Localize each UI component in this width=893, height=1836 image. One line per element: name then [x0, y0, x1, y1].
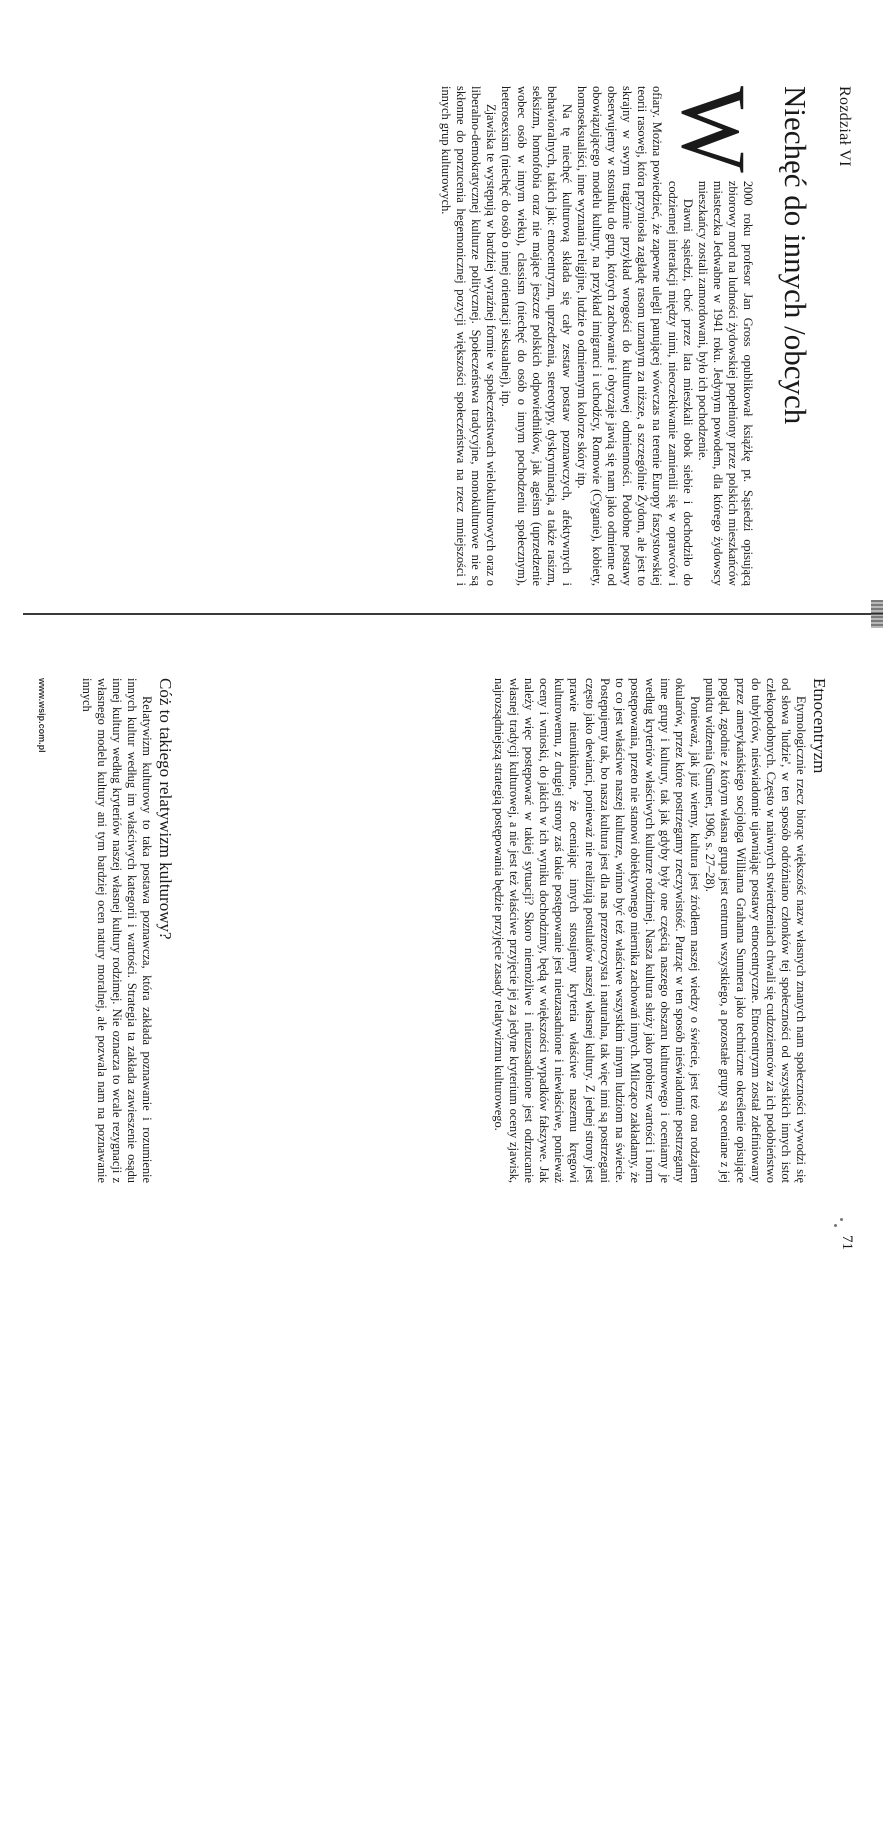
paragraph: Zjawiska te występują w bardziej wyraźnej formie w społeczeństwach wielokulturowych oraz o liberalno-demokratycznej kulturze politycznej. Społeczeństwa tradycyjne, monokulturowe nie są skłonne do porzucenia hegemonicznej pozycji większości społeczeństwa na rzecz mniejszości i innych grup kulturowych. — [439, 86, 499, 586]
paragraph: 2000 roku profesor Jan Gross opublikował książkę pt. Sąsiedzi opisującą zbiorowy mord na ludności żydowskiej popełniony przez polskich mieszkańców miasteczka Jedwabne w 1941 roku. Jedynym powodem, dla którego żydowscy mieszkańcy zostali zamordowani, było ich pochodzenie. — [695, 180, 755, 586]
section-heading: Etnocentryzm — [810, 678, 829, 774]
chapter-label: Rozdział VI — [836, 86, 853, 167]
scan-speck — [840, 1218, 843, 1221]
page-number: 71 — [839, 1235, 855, 1250]
right-page — [23, 658, 883, 1250]
paragraph: Ponieważ, jak już wiemy, kultura jest źródłem naszej wiedzy o świecie, jest też ona rodzajem okularów, przez które postrzegamy rzeczywistość. Patrząc w ten sposób nieświadomie postrzegamy inne grupy i kultury, tak jak gdyby były one częścią naszego obszaru kulturowego i oceniamy je według kryteriów właściwych kulturze rodzimej. Nasza kultura służy jako probierz wartości i norm postępowania, przeto nie stanowi obiektywnego miernika zachowań innych. Milcząco zakładamy, że to co jest właściwe naszej kulturze, winno być też właściwe wszystkim innym ludziom na świecie. Postępujemy tak, bo nasza kultura jest dla nas przezroczysta i naturalna, tak więc inni są postrzegani często jako dewianci, ponieważ nie realizują postulatów naszej własnej kultury. Z jednej strony jest prawie nieuniknione, że oceniając innych stosujemy kryteria właściwe naszemu kręgowi kulturowemu, z drugiej strony zaś takie postępowanie jest nieuzasadnione i niewłaściwe, ponieważ oceny i wnioski, do jakich w ich wyniku dochodzimy, będą w większości wypadków fałszywe. Jak należy więc postępować w takiej sytuacji? Skoro niemożliwe i nieuzasadnione jest odrzucanie własnej tradycji kulturowej, a nie jest też właściwe przyjęcie jej za jedyne kryterium oceny zjawisk, najrozsądniejszą strategią postępowania będzie przyjęcie zasady relatywizmu kulturowego. — [492, 678, 703, 1183]
footer-url: www.wsip.com.pl — [37, 678, 47, 753]
drop-cap: W — [663, 86, 765, 173]
section-etnocentryzm — [491, 678, 827, 1183]
section-relatywizm — [78, 678, 173, 1183]
page-gutter — [23, 613, 883, 615]
scan-smudge — [871, 600, 883, 628]
chapter-title: Niechęć do innych /obcych — [778, 86, 813, 425]
paragraph: Dawni sąsiedzi, choć przez lata mieszkali obok siebie i dochodziło do codziennej interakcji między nimi, nieoczekiwanie zamienili się w oprawców i ofiary. Można powiedzieć, że zapewne ulegli panującej wówczas na terenie Europy faszystowskiej teorii rasowej, która przyniosła zagładę rasom uznanym za niższe, a szczególnie Żydom, ale jest to skrajny w swym tragizmie przykład wrogości do kulturowej odmienności. Podobne postawy obserwujemy w stosunku do grup, których zachowanie i obyczaje jawią się nam jako odmienne od obowiązującego modelu kultury, na przykład imigranci i uchodźcy, Romowie (Cyganie), kobiety, homoseksualiści, inne wyznania religijne, ludzie o odmiennym kolorze skóry itp. — [574, 86, 695, 586]
section-heading: Cóż to takiego relatywizm kulturowy? — [156, 678, 175, 940]
left-page — [23, 46, 883, 586]
paragraph: Etymologicznie rzecz biorąc większość nazw własnych znanych nam społeczności wywodzi się od słowa 'ludzie', w ten sposób odróżniano członków tej społeczności od wszystkich innych istot człekopodobnych. Często w naiwnych stwierdzeniach chwali się cudzoziemców za ich podobieństwo do tubylców, nieświadomie ujawniając postawy etnocentryczne. Etnocentryzm został zdefiniowany przez amerykańskiego socjologa Williama Grahama Sumnera jako techniczne określenie opisujące pogląd, zgodnie z którym własna grupa jest centrum wszystkiego, a pozostałe grupy są oceniane z jej punktu widzenia (Sumner, 1906, s. 27–28). — [703, 678, 808, 1183]
scan-speck — [834, 1224, 837, 1227]
paragraph: Na tę niechęć kulturową składa się cały zestaw postaw poznawczych, afektywnych i behawioralnych, takich jak: etnocentryzm, uprzedzenia, stereotypy, dyskryminacja, a także rasizm, seksizm, homofobia oraz nie mające jeszcze polskich odpowiedników, jak ageism (uprzedzenie wobec osób w innym wieku), classism (niechęć do osób o innym pochodzeniu społecznym), heterosexism (niechęć do osób o innej orientacji seksualnej), itp. — [499, 86, 574, 586]
paragraph: Relatywizm kulturowy to taka postawa poznawcza, która zakłada poznawanie i rozumienie innych kultur według im właściwych kategorii i wartości. Strategia ta zakłada zawieszenie osądu innej kultury według kryteriów naszej własnej kultury rodzimej. Nie oznacza to wcale rezygnacji z własnego modelu kultury ani tym bardziej ocen natury moralnej, ale pozwala nam na poznawanie innych — [79, 678, 154, 1183]
book-spread — [23, 28, 883, 1808]
left-body — [438, 86, 765, 586]
